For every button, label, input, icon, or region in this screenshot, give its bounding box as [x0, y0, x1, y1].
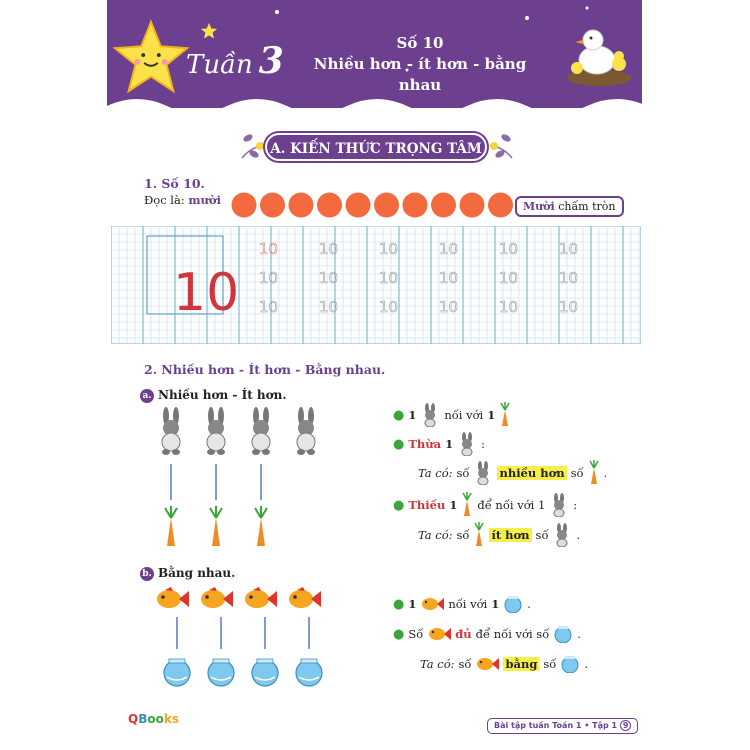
dot [232, 193, 257, 218]
a-line3-highlight: nhiều hơn [499, 466, 565, 480]
trace-digit: 10 [379, 240, 399, 258]
dot [260, 193, 285, 218]
footer-text: Bài tập tuần Toán 1 • Tập 1 [494, 721, 618, 730]
rabbit-carrot-matching [150, 402, 330, 552]
big-digit: 10 [173, 263, 240, 323]
a-line4 [393, 492, 577, 518]
part2b-marker: b. [140, 567, 154, 581]
carrot [165, 506, 177, 546]
rabbit [297, 407, 315, 455]
trace-digit: 10 [499, 298, 519, 316]
bullet-icon: ● [393, 436, 405, 452]
a-line4-mid: để nối với 1 [477, 498, 546, 512]
leaf-ornament-left-icon [238, 128, 266, 164]
section-a-banner: A. KIẾN THỨC TRỌNG TÂM [265, 133, 487, 161]
trace-digit: 10 [319, 240, 339, 258]
fish [201, 587, 233, 608]
a-line2-end: : [481, 437, 485, 451]
week-word: Tuần [186, 50, 253, 80]
part2b-label: Bằng nhau. [158, 566, 236, 580]
a-line1-num2: 1 [487, 408, 496, 422]
writing-practice-grid [111, 226, 641, 344]
a-line3-pre: Ta có: [418, 466, 453, 480]
fishbowl-icon [560, 655, 580, 673]
a-line5-so2: số [535, 528, 549, 542]
a-line5-pre: Ta có: [418, 528, 453, 542]
b-line3-pre: Ta có: [420, 657, 455, 671]
rabbit-icon [552, 523, 572, 547]
rabbit [207, 407, 225, 455]
b-line3 [420, 655, 588, 673]
page-number: 9 [620, 720, 631, 731]
a-line3-end: . [603, 466, 608, 480]
trace-digit: 10 [439, 298, 459, 316]
b-line1-end: . [527, 597, 531, 611]
a-line3 [418, 460, 607, 486]
ten-dots [230, 191, 515, 219]
bullet-icon: ● [393, 497, 405, 513]
rabbit-icon [549, 493, 569, 517]
dot-caption [515, 196, 624, 217]
part2a-marker: a. [140, 389, 154, 403]
trace-digit: 10 [499, 269, 519, 287]
lesson-title-line1: Số 10 [396, 34, 444, 52]
fishbowl [208, 659, 234, 686]
dot-caption-rest: chấm tròn [554, 200, 616, 213]
carrot-icon [473, 522, 485, 548]
a-line3-so2: số [570, 466, 584, 480]
rabbit-icon [473, 461, 493, 485]
dot [289, 193, 314, 218]
trace-digit: 10 [259, 269, 279, 287]
a-line5-so: số [456, 528, 470, 542]
b-line3-so2: số [543, 657, 557, 671]
fishbowl [252, 659, 278, 686]
b-line2-end: . [577, 627, 581, 641]
a-line1 [393, 402, 511, 428]
part1-title: 1. Số 10. [144, 176, 205, 191]
dot [403, 193, 428, 218]
bullet-icon: ● [393, 626, 405, 642]
trace-digit: 10 [439, 269, 459, 287]
trace-digit: 10 [499, 240, 519, 258]
rabbit [252, 407, 270, 455]
trace-digit: 10 [259, 240, 279, 258]
trace-digit: 10 [319, 298, 339, 316]
lesson-title-line2: Nhiều hơn - ít hơn - bằng nhau [313, 55, 527, 94]
read-label: Đọc là: [144, 193, 185, 207]
dot [346, 193, 371, 218]
carrot [255, 506, 267, 546]
dot [460, 193, 485, 218]
dot [488, 193, 513, 218]
a-line4-end: : [573, 498, 578, 512]
a-line1-mid: nối với [444, 408, 484, 422]
b-line1 [393, 595, 531, 613]
trace-digit: 10 [259, 298, 279, 316]
trace-digit: 10 [559, 298, 579, 316]
fish-icon [420, 595, 444, 613]
b-line1-mid: nối với [448, 597, 488, 611]
publisher-logo: QBooks [128, 712, 179, 726]
fish-icon [475, 655, 499, 673]
fish-icon [427, 625, 451, 643]
fish [245, 587, 277, 608]
a-line5-highlight: ít hơn [491, 528, 530, 542]
rabbit [162, 407, 180, 455]
trace-digit: 10 [379, 269, 399, 287]
a-line5-end: . [576, 528, 581, 542]
fish [289, 587, 321, 608]
a-line5 [418, 522, 580, 548]
a-line4-num: 1 [449, 498, 458, 512]
trace-digit: 10 [319, 269, 339, 287]
read-value: mười [188, 193, 221, 207]
b-line3-end: . [584, 657, 588, 671]
b-line2-mid: để nối với số [475, 627, 550, 641]
fish [157, 587, 189, 608]
carrot-icon [588, 460, 600, 486]
star-mascot-icon [112, 18, 190, 96]
b-line2-red: đủ [455, 627, 472, 641]
rabbit-icon [457, 432, 477, 456]
trace-digit: 10 [559, 240, 579, 258]
a-line2-num: 1 [445, 437, 454, 451]
part2b-heading [140, 566, 235, 581]
b-line2-pre: Số [408, 627, 424, 641]
part2-title: 2. Nhiều hơn - Ít hơn - Bằng nhau. [144, 362, 386, 377]
lesson-title [300, 33, 540, 96]
trace-digit: 10 [379, 298, 399, 316]
carrot-icon [461, 492, 473, 518]
carrot-icon [499, 402, 511, 428]
duck-family-icon [563, 20, 633, 88]
b-line1-num2: 1 [491, 597, 500, 611]
fishbowl [296, 659, 322, 686]
dot [431, 193, 456, 218]
bullet-icon: ● [393, 407, 405, 423]
a-line3-so: số [456, 466, 470, 480]
trace-digit: 10 [439, 240, 459, 258]
fishbowl-icon [503, 595, 523, 613]
week-number: 3 [258, 40, 284, 82]
part2a-label: Nhiều hơn - Ít hơn. [158, 388, 287, 402]
trace-digit: 10 [559, 269, 579, 287]
footer-badge [487, 718, 638, 734]
b-line2 [393, 625, 581, 643]
a-line1-num: 1 [408, 408, 417, 422]
a-line2-word: Thừa [408, 437, 442, 451]
fishbowl-icon [553, 625, 573, 643]
a-line2 [393, 432, 485, 456]
rabbit-icon [420, 403, 440, 427]
part2a-heading [140, 388, 287, 403]
dot [374, 193, 399, 218]
a-line4-word: Thiếu [408, 498, 446, 512]
leaf-ornament-right-icon [488, 128, 516, 164]
carrot [210, 506, 222, 546]
small-star-icon [200, 22, 218, 40]
fishbowl [164, 659, 190, 686]
fish-bowl-matching [155, 585, 335, 695]
b-line3-so: số [458, 657, 472, 671]
dot-caption-strong: Mười [523, 200, 555, 213]
week-label [186, 40, 284, 82]
b-line3-highlight: bằng [505, 657, 538, 671]
dot [317, 193, 342, 218]
read-as-line [144, 193, 221, 207]
b-line1-num: 1 [408, 597, 417, 611]
bullet-icon: ● [393, 596, 405, 612]
